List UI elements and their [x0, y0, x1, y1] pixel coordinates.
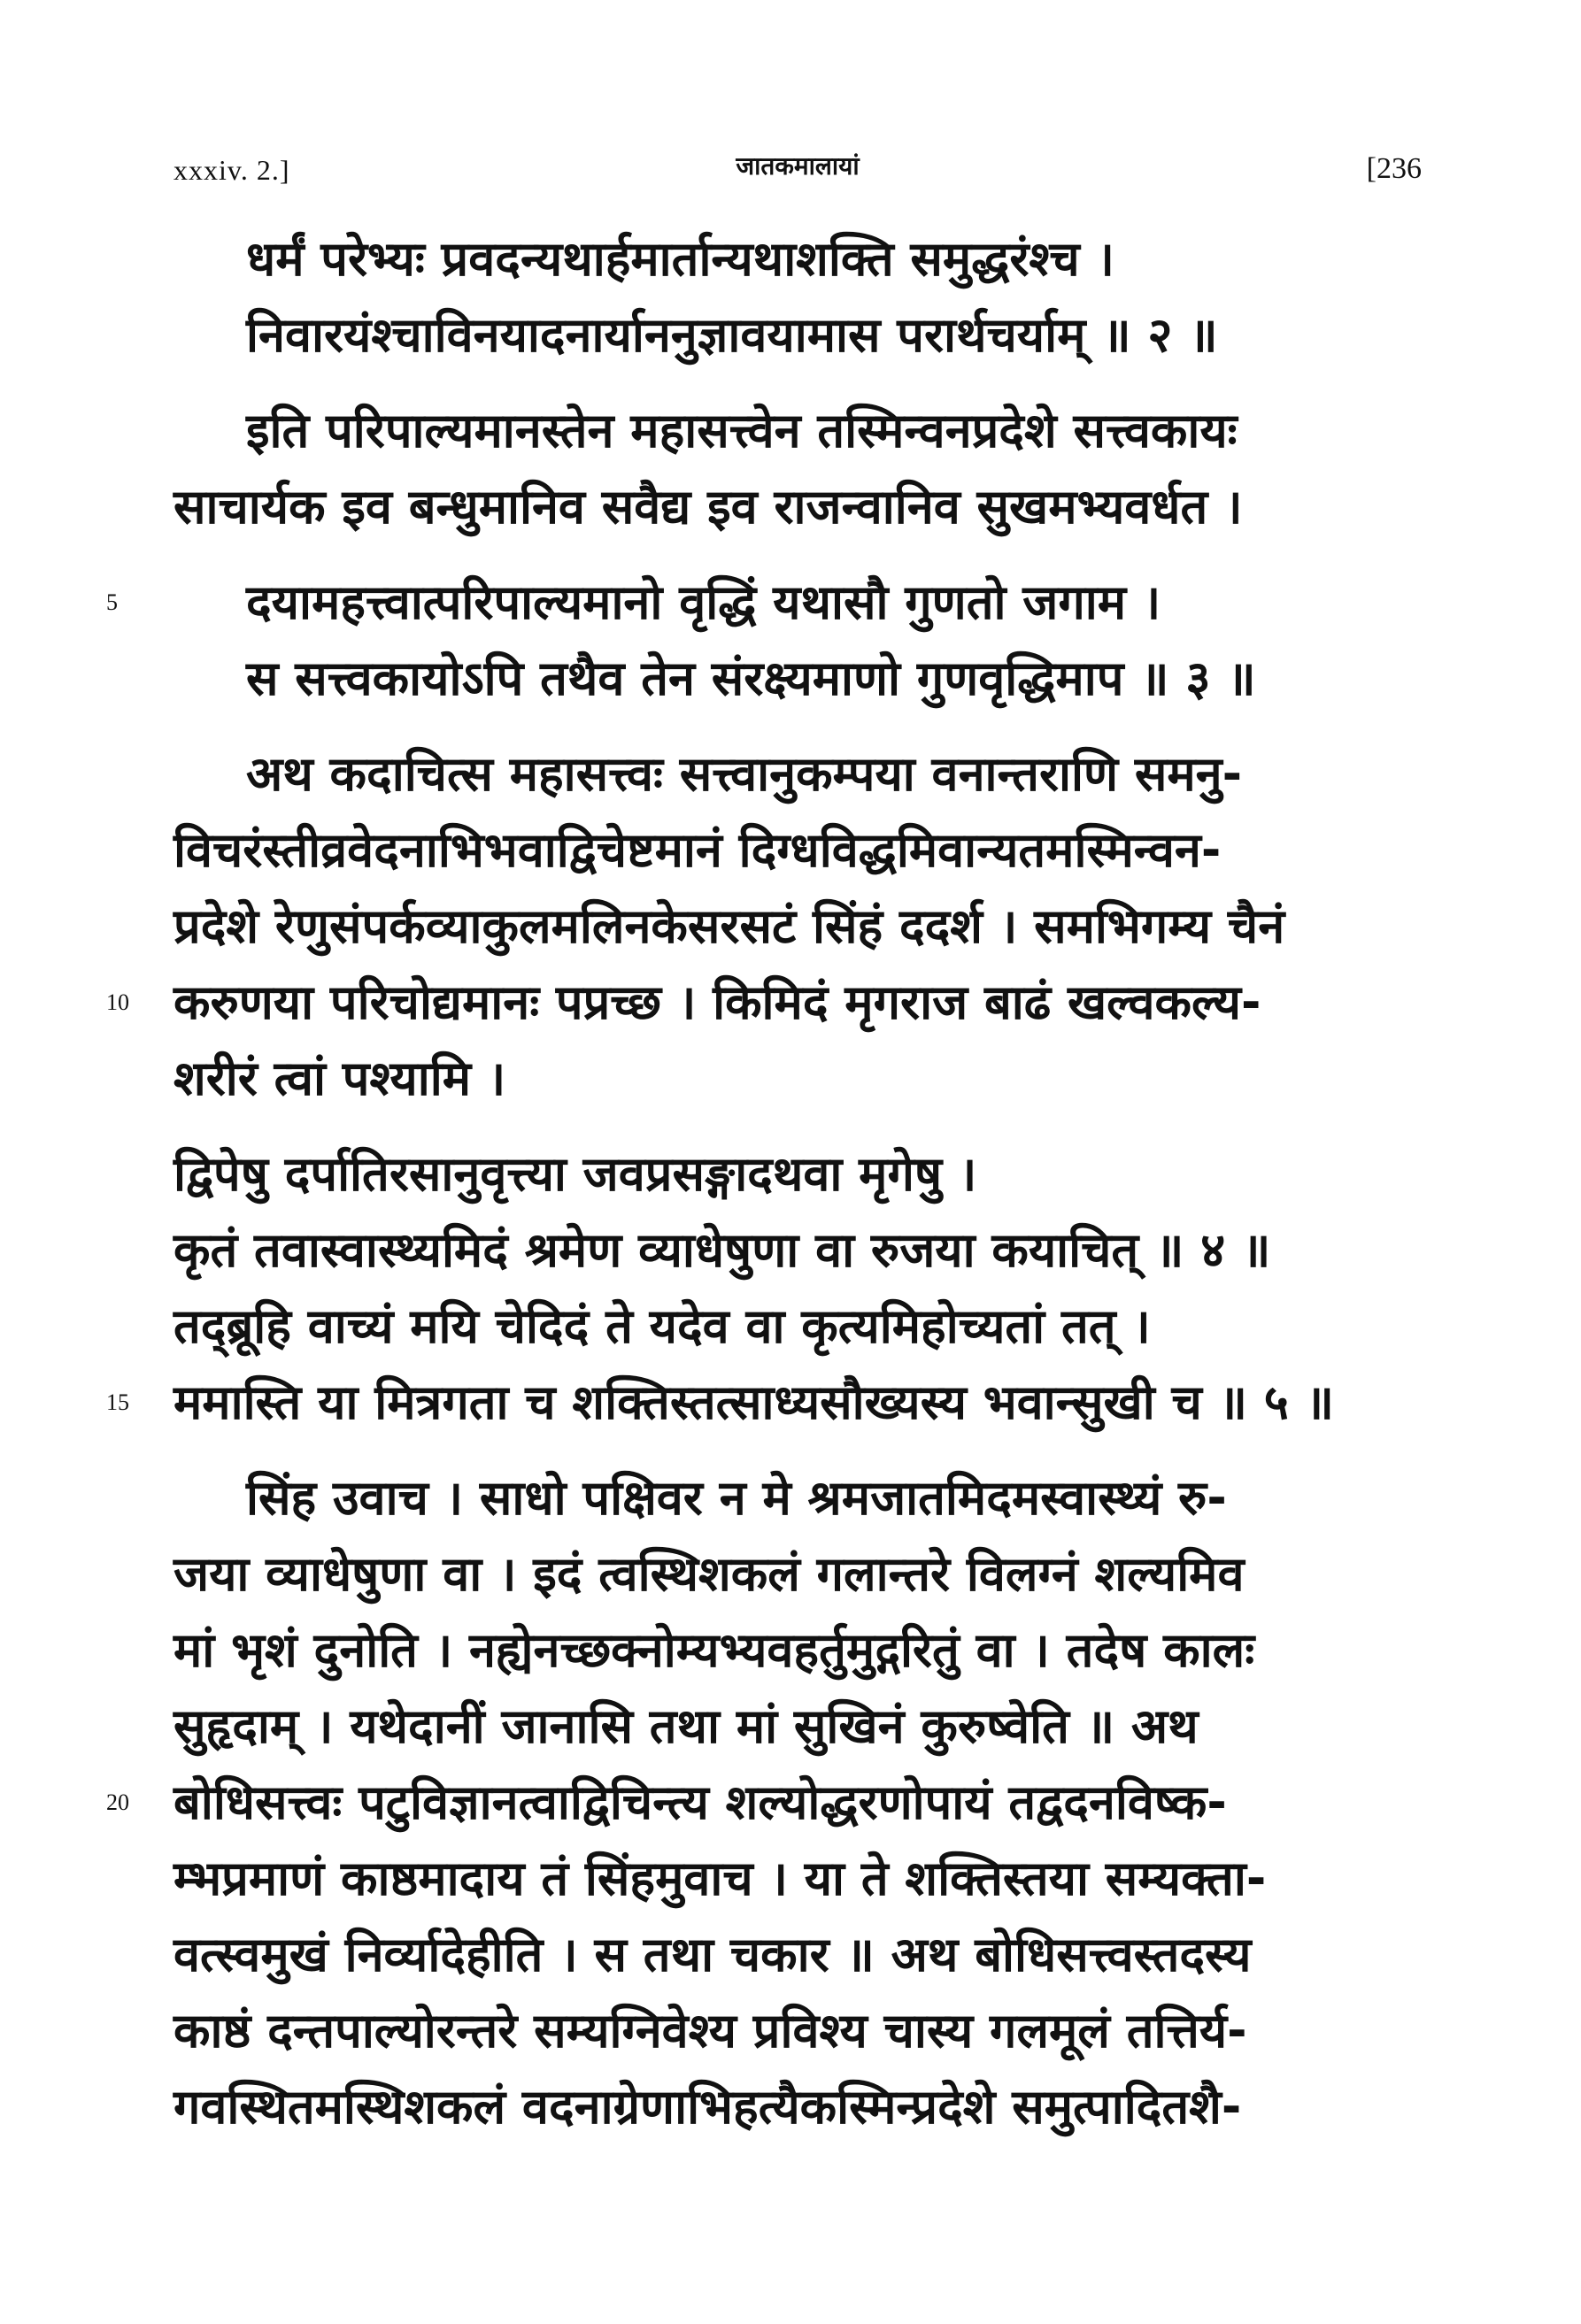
- text-line: [142, 1612, 1443, 1689]
- line-text: कृतं तवास्वास्थ्यमिदं श्रमेण व्याधेषुणा वा रुजया कयाचित् ॥ ४ ॥: [174, 1222, 1271, 1278]
- running-header: [174, 149, 1422, 202]
- running-title: जातकमालायां: [736, 151, 860, 181]
- text-line: [142, 2069, 1443, 2145]
- line-text: करुणया परिचोद्यमानः पप्रच्छ । किमिदं मृगराज बाढं खल्वकल्य-: [174, 974, 1261, 1030]
- text-line: [142, 469, 1443, 545]
- text-body: [106, 221, 1443, 2145]
- text-line: [142, 1917, 1443, 1993]
- line-text: शरीरं त्वां पश्यामि ।: [174, 1050, 506, 1106]
- line-text: ममास्ति या मित्रगता च शक्तिस्तत्साध्यसौख्यस्य भवान्सुखी च ॥ ५ ॥: [174, 1374, 1334, 1430]
- line-text: गवस्थितमस्थिशकलं वदनाग्रेणाभिहत्यैकस्मिन्प्रदेशे समुत्पादितशै-: [174, 2079, 1242, 2135]
- text-line: [142, 1460, 1443, 1536]
- text-line: [142, 1993, 1443, 2069]
- line-text: सुहृदाम् । यथेदानीं जानासि तथा मां सुखिनं कुरुष्वेति ॥ अथ: [174, 1698, 1199, 1754]
- text-line: [142, 393, 1443, 469]
- line-number: 15: [106, 1389, 129, 1415]
- text-line: [106, 1765, 1443, 1841]
- text-line: [106, 1365, 1443, 1441]
- verse-line: [142, 641, 1443, 717]
- line-text: म्भप्रमाणं काष्ठमादाय तं सिंहमुवाच । या ते शक्तिस्तया सम्यक्ता-: [174, 1851, 1267, 1906]
- text-line: [142, 1536, 1443, 1612]
- text-line: [142, 1212, 1443, 1289]
- text-line: [142, 889, 1443, 965]
- line-number: 10: [106, 989, 129, 1015]
- line-text: सिंह उवाच । साधो पक्षिवर न मे श्रमजातमिदमस्वास्थ्यं रु-: [246, 1470, 1227, 1526]
- paragraph-gap: [142, 545, 1443, 565]
- line-number: 20: [106, 1789, 129, 1815]
- text-line: [142, 1689, 1443, 1765]
- text-line: [142, 1841, 1443, 1917]
- line-text: स सत्त्वकायोऽपि तथैव तेन संरक्ष्यमाणो गुणवृद्धिमाप ॥ ३ ॥: [246, 650, 1256, 706]
- paragraph-gap: [142, 373, 1443, 393]
- text-line: [142, 1136, 1443, 1212]
- line-text: जया व्याधेषुणा वा । इदं त्वस्थिशकलं गलान्तरे विलग्नं शल्यमिव: [174, 1546, 1245, 1602]
- line-text: धर्मं परेभ्यः प्रवदन्यथार्हमार्तान्यथाशक्ति समुद्धरंश्च ।: [246, 231, 1114, 287]
- page-number: [236: [1366, 152, 1422, 185]
- line-text: वत्स्वमुखं निर्व्यादेहीति । स तथा चकार ॥ अथ बोधिसत्त्वस्तदस्य: [174, 1927, 1252, 1982]
- verse-line: [142, 297, 1443, 373]
- line-text: बोधिसत्त्वः पटुविज्ञानत्वाद्विचिन्त्य शल्योद्धरणोपायं तद्वदनविष्क-: [174, 1774, 1227, 1830]
- line-text: द्विपेषु दर्पातिरसानुवृत्त्या जवप्रसङ्गादथवा मृगेषु ।: [174, 1146, 977, 1202]
- text-line: [142, 1289, 1443, 1365]
- line-text: विचरंस्तीव्रवेदनाभिभवाद्विचेष्टमानं दिग्धविद्धमिवान्यतमस्मिन्वन-: [174, 822, 1222, 878]
- line-text: काष्ठं दन्तपाल्योरन्तरे सम्यग्निवेश्य प्रविश्य चास्य गलमूलं तत्तिर्य-: [174, 2003, 1247, 2059]
- line-text: तद्ब्रूहि वाच्यं मयि चेदिदं ते यदेव वा कृत्यमिहोच्यतां तत् ।: [174, 1298, 1151, 1354]
- paragraph-gap: [142, 1117, 1443, 1136]
- text-line: [106, 965, 1443, 1041]
- line-text: प्रदेशे रेणुसंपर्कव्याकुलमलिनकेसरसटं सिंहं ददर्श । समभिगम्य चैनं: [174, 898, 1285, 954]
- line-text: निवारयंश्चाविनयादनार्याननुज्ञावयामास परार्थचर्याम् ॥ २ ॥: [246, 307, 1218, 363]
- line-text: साचार्यक इव बन्धुमानिव सवैद्य इव राजन्वानिव सुखमभ्यवर्धत ।: [174, 479, 1243, 535]
- text-line: [142, 736, 1443, 812]
- text-line: [142, 812, 1443, 889]
- line-text: दयामहत्त्वात्परिपाल्यमानो वृद्धिं यथासौ गुणतो जगाम ।: [246, 574, 1161, 630]
- verse-line: [106, 565, 1443, 641]
- text-line: [142, 1041, 1443, 1117]
- verse-line: [142, 221, 1443, 297]
- line-text: मां भृशं दुनोति । नह्येनच्छक्नोम्यभ्यवहर्तुमुद्गरितुं वा । तदेष कालः: [174, 1622, 1255, 1678]
- paragraph-gap: [142, 717, 1443, 736]
- line-text: इति परिपाल्यमानस्तेन महासत्त्वेन तस्मिन्वनप्रदेशे सत्त्वकायः: [246, 403, 1238, 458]
- line-text: अथ कदाचित्स महासत्त्वः सत्त्वानुकम्पया वनान्तराणि समनु-: [246, 746, 1243, 802]
- line-number: 5: [106, 589, 118, 615]
- chapter-reference: xxxiv. 2.]: [174, 154, 290, 186]
- paragraph-gap: [142, 1441, 1443, 1460]
